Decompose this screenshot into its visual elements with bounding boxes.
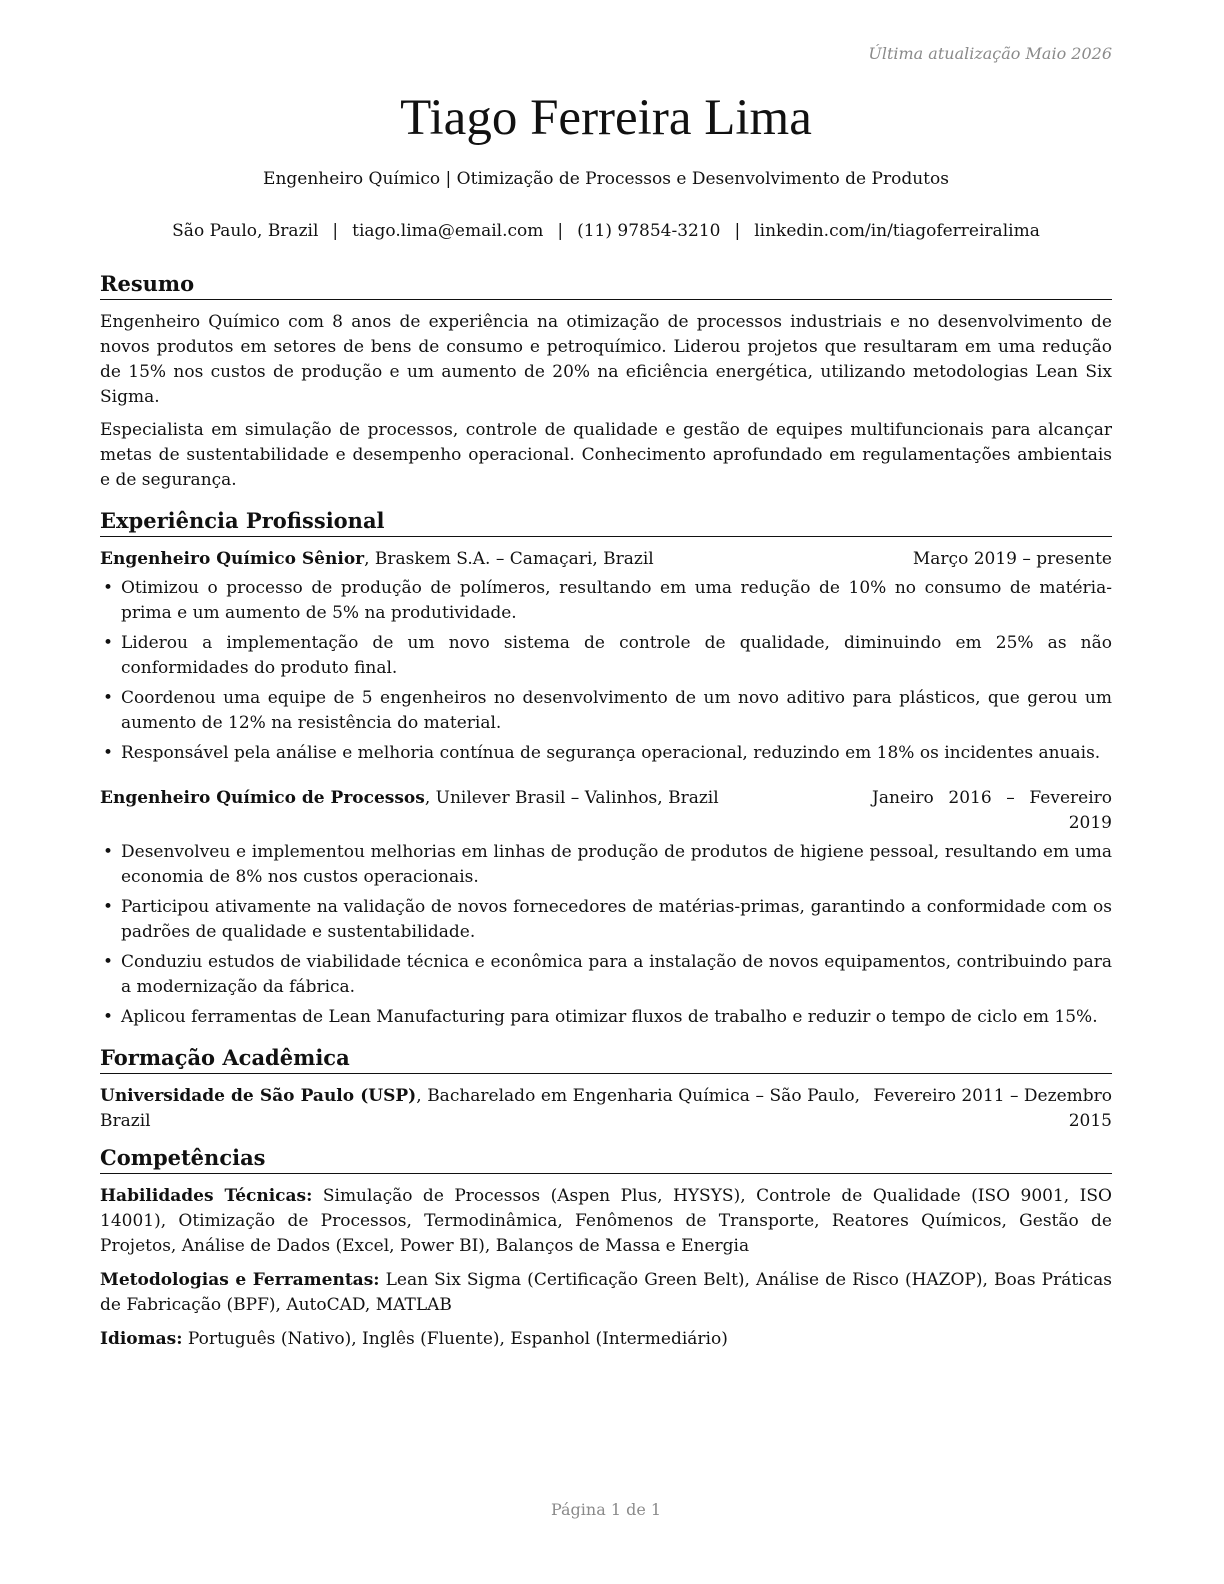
candidate-name: Tiago Ferreira Lima (400, 90, 812, 146)
summary-paragraph: Especialista em simulação de processos, controle de qualidade e gestão de equipes multifuncionais para alcançar metas de sustentabilidade e desempenho operacional. Conhecimento aprofundado em regulamentações ambientais e de segurança. (100, 420, 1112, 490)
skills-title: Competências (100, 1144, 1112, 1174)
last-updated: Última atualização Maio 2026 (868, 44, 1112, 63)
job-bullet: • Aplicou ferramentas de Lean Manufacturing para otimizar fluxos de trabalho e reduzir o tempo de ciclo em 15%. (100, 1005, 1112, 1030)
contact-email[interactable]: tiago.lima@email.com (352, 221, 544, 241)
job-bullet: • Conduziu estudos de viabilidade técnica e econômica para a instalação de novos equipamentos, contribuindo para a modernização da fábrica. (100, 950, 1112, 1000)
contact-phone: (11) 97854-3210 (577, 221, 721, 241)
job-header (100, 786, 1112, 836)
job-bullet: • Coordenou uma equipe de 5 engenheiros no desenvolvimento de um novo aditivo para plásticos, que gerou um aumento de 12% na resistência do material. (100, 686, 1112, 736)
summary-section (100, 270, 1112, 493)
job-dates: Março 2019 – presente (912, 549, 1112, 569)
experience-section (100, 507, 1112, 1030)
contact-separator: | (557, 221, 564, 241)
skill-group (100, 1184, 1112, 1259)
summary-title: Resumo (100, 270, 1112, 300)
job-bullet: • Otimizou o processo de produção de polímeros, resultando em uma redução de 10% no consumo de matéria-prima e um aumento de 5% na produtividade. (100, 576, 1112, 626)
education-entry (100, 1084, 1112, 1134)
education-institution: Universidade de São Paulo (USP) (100, 1086, 417, 1106)
skills-section (100, 1144, 1112, 1352)
job-bullet: • Responsável pela análise e melhoria contínua de segurança operacional, reduzindo em 18% os incidentes anuais. (100, 741, 1112, 766)
job-dates: Janeiro 2016 – Fevereiro 2019 (872, 788, 1112, 833)
page-number: Página 1 de 1 (550, 1500, 662, 1519)
education-detail: , Bacharelado em Engenharia Química – São Paulo, Brazil (100, 1086, 860, 1131)
skill-text: Simulação de Processos (Aspen Plus, HYSYS), Controle de Qualidade (ISO 9001, ISO 14001), Otimização de Processos, Termodinâmica, Fenômenos de Transporte, Reatores Químicos, Gestão de Projetos, Análise de Dados (Excel, Power BI), Balanços de Massa e Energia (100, 1186, 1112, 1256)
job-role: Engenheiro Químico Sênior (100, 549, 365, 569)
resume-page (100, 0, 1112, 1584)
job-company: , Unilever Brasil – Valinhos, Brazil (424, 788, 719, 808)
job-bullet: • Liderou a implementação de um novo sistema de controle de qualidade, diminuindo em 25% as não conformidades do produto final. (100, 631, 1112, 681)
skill-label: Habilidades Técnicas: (100, 1186, 313, 1206)
contact-location: São Paulo, Brazil (172, 221, 319, 241)
job-header (100, 547, 1112, 572)
education-section (100, 1044, 1112, 1134)
job-entry (100, 547, 1112, 766)
skill-text: Lean Six Sigma (Certificação Green Belt), Análise de Risco (HAZOP), Boas Práticas de Fabricação (BPF), AutoCAD, MATLAB (100, 1270, 1112, 1315)
resume-content (100, 270, 1112, 1361)
education-title: Formação Acadêmica (100, 1044, 1112, 1074)
experience-title: Experiência Profissional (100, 507, 1112, 537)
job-bullet: • Participou ativamente na validação de novos fornecedores de matérias-primas, garantindo a conformidade com os padrões de qualidade e sustentabilidade. (100, 895, 1112, 945)
skill-label: Idiomas: (100, 1329, 183, 1349)
skill-text: Português (Nativo), Inglês (Fluente), Espanhol (Intermediário) (182, 1329, 728, 1349)
job-company: , Braskem S.A. – Camaçari, Brazil (364, 549, 654, 569)
contact-separator: | (734, 221, 741, 241)
job-bullets (100, 576, 1112, 766)
summary-paragraph: Engenheiro Químico com 8 anos de experiência na otimização de processos industriais e no desenvolvimento de novos produtos em setores de bens de consumo e petroquímico. Liderou projetos que resultaram em uma redução de 15% nos custos de produção e um aumento de 20% na eficiência energética, utilizando metodologias Lean Six Sigma. (100, 312, 1112, 407)
job-entry (100, 786, 1112, 1030)
education-dates: Fevereiro 2011 – Dezembro 2015 (873, 1086, 1112, 1131)
skill-label: Metodologias e Ferramentas: (100, 1270, 380, 1290)
job-bullets (100, 840, 1112, 1030)
job-bullet: • Desenvolveu e implementou melhorias em linhas de produção de produtos de higiene pessoal, resultando em uma economia de 8% nos custos operacionais. (100, 840, 1112, 890)
skill-group (100, 1268, 1112, 1318)
contact-linkedin[interactable]: linkedin.com/in/tiagoferreiralima (754, 221, 1040, 241)
skill-group (100, 1327, 1112, 1352)
job-role: Engenheiro Químico de Processos (100, 788, 425, 808)
contact-separator: | (332, 221, 339, 241)
headline: Engenheiro Químico | Otimização de Processos e Desenvolvimento de Produtos (263, 169, 949, 189)
contact-line (100, 219, 1112, 243)
